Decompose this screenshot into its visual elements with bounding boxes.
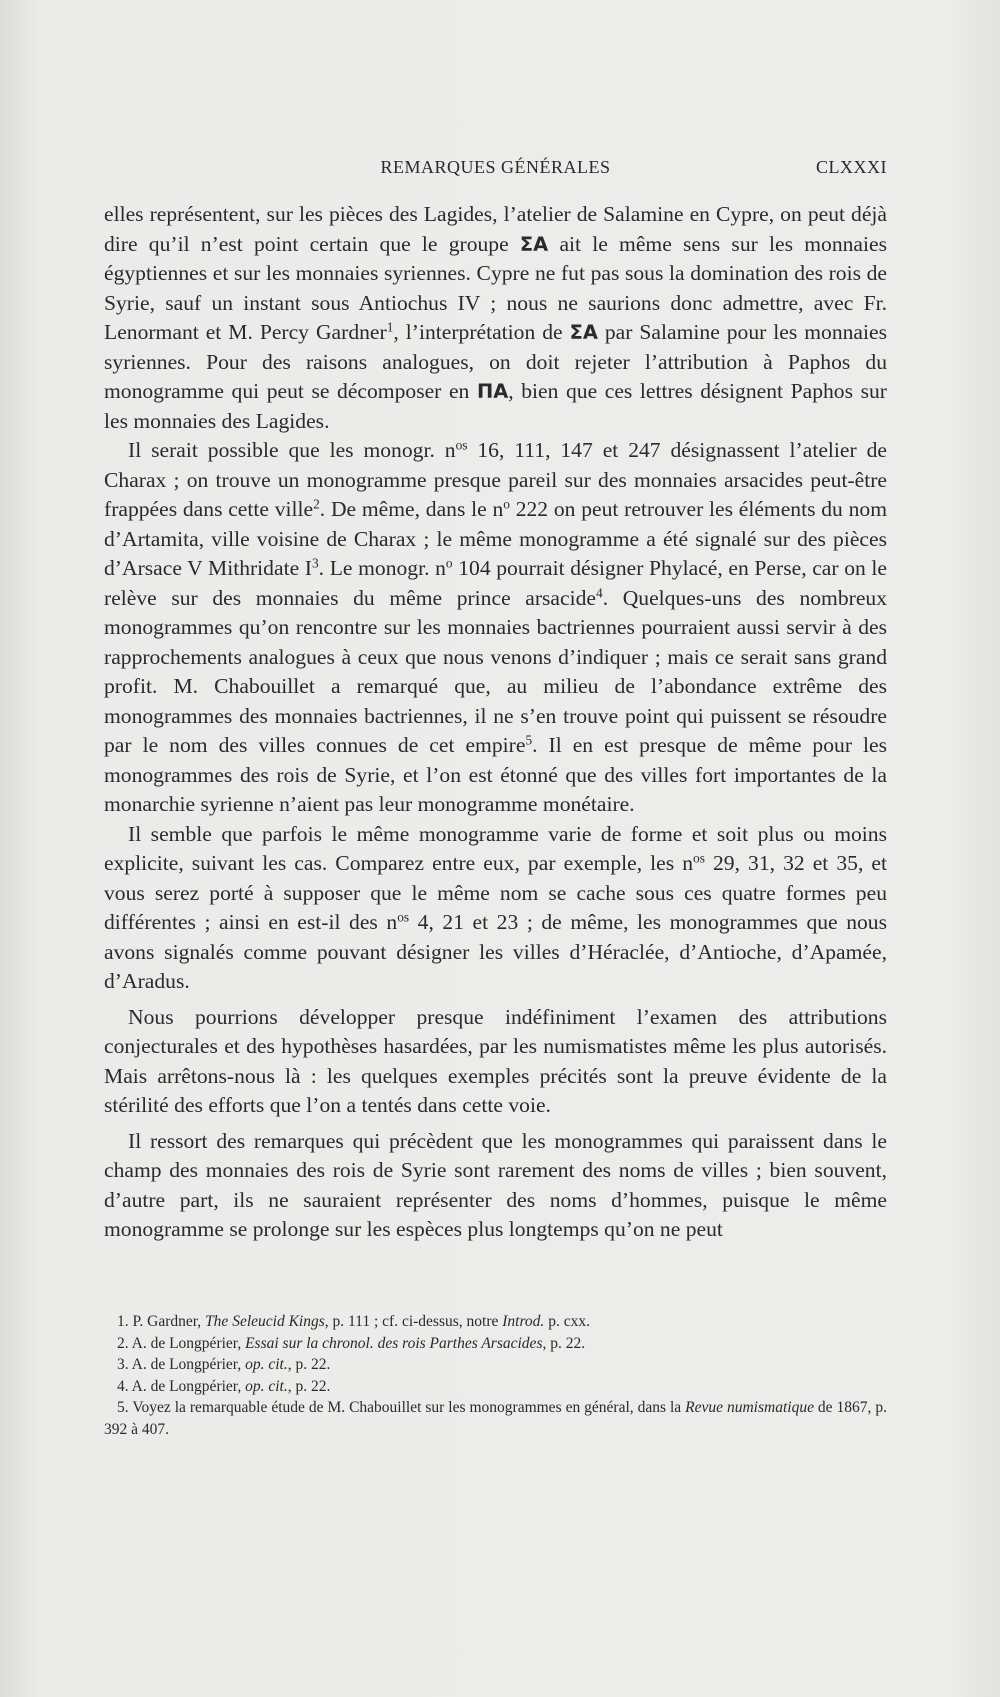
footnote-4 <box>104 1376 887 1398</box>
superscript: o <box>503 496 510 512</box>
text-run: Il semble que parfois le même monogramme varie de forme et soit plus ou moins explicite, suivant les cas. Comparez entre eux, par exemple, les n <box>104 821 887 875</box>
text-run: , p. 22. <box>542 1334 586 1352</box>
main-text <box>104 200 887 1245</box>
paragraph-2 <box>104 436 887 820</box>
superscript: os <box>455 437 468 453</box>
superscript: o <box>445 555 453 571</box>
footnote-3 <box>104 1354 887 1376</box>
greek-letters: ΠΑ <box>476 380 509 403</box>
superscript: os <box>693 850 705 866</box>
text-run: 104 pourrait désigner Phylacé, en Perse, car on le relève sur des monnaies du même prince arsacide <box>104 556 888 610</box>
text-run: 1. P. Gardner, <box>117 1313 206 1330</box>
page-header <box>104 157 887 183</box>
text-run: , p. 22. <box>287 1356 331 1373</box>
text-run: de 1867, p. 392 à 407. <box>104 1399 887 1438</box>
superscript: os <box>397 909 410 925</box>
text-run: 222 on peut retrouver les éléments du nom d’Artamita, ville voisine de Charax ; le même monogramme a été signalé sur des pièces d’Arsace V Mithridate I <box>104 497 887 580</box>
citation-title: op. cit. <box>245 1377 288 1395</box>
text-run: elles représentent, sur les pièces des Lagides, l’atelier de Salamine en Cypre, on peut déjà dire qu’il n’est point certain que le groupe <box>104 202 887 256</box>
footnotes <box>104 1311 887 1440</box>
text-run: Il serait possible que les monogr. n <box>128 438 456 462</box>
footnote-ref: 3 <box>311 555 319 571</box>
citation-title: Essai sur la chronol. des rois Parthes Arsacides <box>245 1334 543 1352</box>
text-run: . Le monogr. n <box>318 556 446 580</box>
text-run: 5. Voyez la remarquable étude de M. Chabouillet sur les monogrammes en général, dans la <box>117 1399 686 1416</box>
footnote-2 <box>104 1333 887 1355</box>
text-run: ait le même sens sur les monnaies égyptiennes et sur les monnaies syriennes. Cypre ne fut pas sous la domination des rois de Syrie, sauf un instant sous Antiochus IV ; nous ne saurions donc admettre, avec Fr. Lenormant et M. Percy Gardner <box>104 231 887 344</box>
text-run: p. cxx. <box>544 1313 590 1330</box>
text-run: 16, 111, 147 et 247 désignassent l’atelier de Charax ; on trouve un monogramme presque pareil sur des monnaies arsacides peut-être frappées dans cette ville <box>104 438 887 521</box>
greek-letters: ΣΑ <box>519 232 549 256</box>
text-run: par Salamine pour les monnaies syriennes. Pour des raisons analogues, on doit rejeter l’attribution à Paphos du monogramme qui peut se décomposer en <box>104 320 888 403</box>
footnote-5 <box>104 1397 887 1440</box>
citation-title: Revue numismatique <box>685 1399 814 1416</box>
citation-title: The Seleucid Kings <box>205 1313 325 1330</box>
text-run: . De même, dans le n <box>319 497 504 521</box>
citation-title: op. cit. <box>245 1356 288 1373</box>
paragraph-3 <box>104 820 887 997</box>
paragraph-5: Il ressort des remarques qui précèdent que les monogrammes qui paraissent dans le champ des monnaies des rois de Syrie sont rarement des noms de villes ; bien souvent, d’autre part, ils ne sauraient représenter des noms d’hommes, puisque le même monogramme se prolonge sur les espèces plus longtemps qu’on ne peut <box>104 1128 887 1241</box>
text-run: . Quelques-uns des nombreux monogrammes qu’on rencontre sur les monnaies bactriennes pourraient aussi servir à des rapprochements analogues à ceux que nous venons d’indiquer ; mais ce serait sans grand profit. M. Chabouillet a remarqué que, au milieu de l’abondance extrême des monogrammes des monnaies bactriennes, il ne s’en trouve point qui puissent se résoudre par le nom des villes connues de cet empire <box>104 585 888 757</box>
paragraph-4: Nous pourrions développer presque indéfiniment l’examen des attributions conjecturales et des hypothèses hasardées, par les numismatistes même les plus autorisés. Mais arrêtons-nous là : les quelques exemples précités sont la preuve évidente de la stérilité des efforts que l’on a tentés dans cette voie. <box>104 1004 887 1117</box>
text-run: 29, 31, 32 et 35, et vous serez porté à supposer que le même nom se cache sous ces quatre formes peu différentes ; ainsi en est-il des n <box>104 851 887 934</box>
text-run: 2. A. de Longpérier, <box>117 1334 246 1352</box>
footnote-ref: 5 <box>525 732 533 748</box>
running-head: REMARQUES GÉNÉRALES <box>380 157 611 177</box>
footnote-ref: 2 <box>313 496 320 512</box>
footnote-ref: 4 <box>596 585 603 601</box>
footnote-1 <box>104 1311 887 1333</box>
text-run: 4. A. de Longpérier, <box>117 1377 246 1395</box>
text-run: . Il en est presque de même pour les monogrammes des rois de Syrie, et l’on est étonné que des villes fort importantes de la monarchie syrienne n’aient pas leur monogramme monétaire. <box>104 733 888 816</box>
text-run: 4, 21 et 23 ; de même, les monogrammes que nous avons signalés comme pouvant désigner les villes d’Héraclée, d’Antioche, d’Apamée, d’Aradus. <box>104 910 887 993</box>
footnote-ref: 1 <box>386 319 394 335</box>
greek-letters: ΣΑ <box>569 321 598 344</box>
text-run: , p. 111 ; cf. ci-dessus, notre <box>324 1313 503 1330</box>
page-number: CLXXXI <box>816 157 887 177</box>
text-run: , l’interprétation de <box>393 320 570 344</box>
text-run: 3. A. de Longpérier, <box>117 1356 246 1373</box>
text-run: , bien que ces lettres désignent Paphos sur les monnaies des Lagides. <box>104 379 887 433</box>
citation-title: Introd. <box>502 1313 545 1330</box>
paragraph-1 <box>104 200 887 436</box>
text-run: , p. 22. <box>287 1377 331 1395</box>
